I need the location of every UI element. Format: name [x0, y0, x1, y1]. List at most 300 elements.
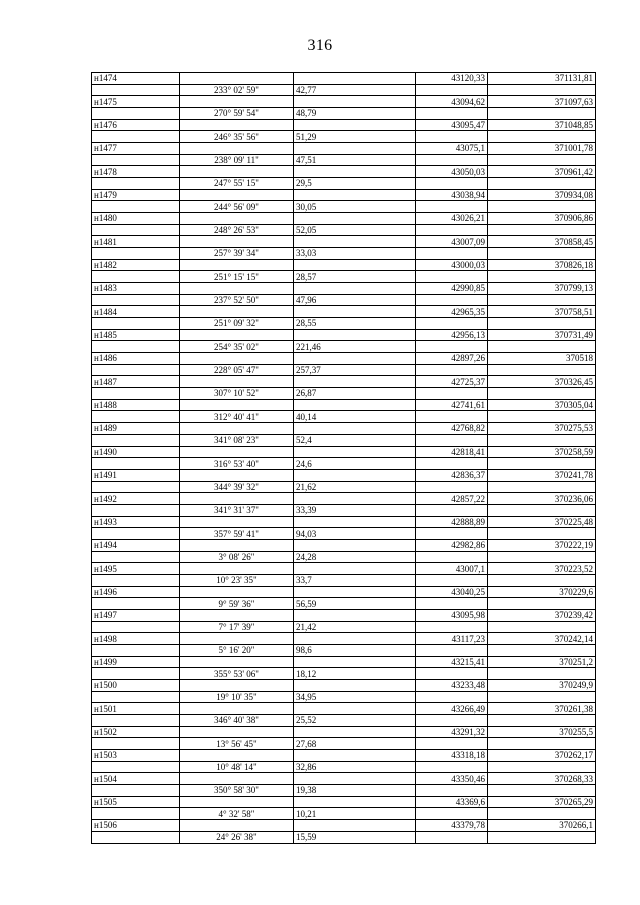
segment-row: [92, 178, 596, 190]
distance-cell: [294, 796, 416, 808]
direction-angle-cell: [180, 353, 294, 365]
x-coordinate-cell: [416, 481, 488, 493]
x-coordinate-cell: 43000,03: [416, 259, 488, 271]
point-name-cell: [92, 201, 180, 213]
direction-angle-cell: [180, 236, 294, 248]
y-coordinate-cell: [488, 341, 596, 353]
point-name-cell: [92, 621, 180, 633]
point-name-cell: н1503: [92, 749, 180, 761]
point-name-cell: [92, 341, 180, 353]
point-name-cell: [92, 598, 180, 610]
point-name-cell: н1498: [92, 633, 180, 645]
point-name-cell: н1505: [92, 796, 180, 808]
direction-angle-cell: [180, 516, 294, 528]
x-coordinate-cell: 43233,48: [416, 679, 488, 691]
distance-cell: 24,6: [294, 458, 416, 470]
direction-angle-cell: [180, 820, 294, 832]
direction-angle-cell: 248° 26' 53": [180, 224, 294, 236]
segment-row: [92, 761, 596, 773]
point-name-cell: н1497: [92, 609, 180, 621]
point-name-cell: [92, 84, 180, 96]
point-name-cell: [92, 504, 180, 516]
distance-cell: [294, 376, 416, 388]
x-coordinate-cell: [416, 621, 488, 633]
point-name-cell: [92, 831, 180, 843]
point-name-cell: н1480: [92, 213, 180, 225]
x-coordinate-cell: [416, 808, 488, 820]
segment-row: [92, 341, 596, 353]
y-coordinate-cell: [488, 551, 596, 563]
point-name-cell: [92, 248, 180, 260]
distance-cell: 10,21: [294, 808, 416, 820]
distance-cell: [294, 586, 416, 598]
direction-angle-cell: 5° 16' 20": [180, 644, 294, 656]
point-row: [92, 399, 596, 411]
point-row: [92, 493, 596, 505]
direction-angle-cell: 355° 53' 06": [180, 668, 294, 680]
direction-angle-cell: [180, 633, 294, 645]
direction-angle-cell: [180, 119, 294, 131]
direction-angle-cell: 4° 32' 58": [180, 808, 294, 820]
distance-cell: 18,12: [294, 668, 416, 680]
y-coordinate-cell: [488, 388, 596, 400]
y-coordinate-cell: [488, 131, 596, 143]
x-coordinate-cell: 42836,37: [416, 469, 488, 481]
y-coordinate-cell: 370241,78: [488, 469, 596, 481]
x-coordinate-cell: 43350,46: [416, 773, 488, 785]
y-coordinate-cell: 370934,08: [488, 189, 596, 201]
y-coordinate-cell: [488, 808, 596, 820]
segment-row: [92, 644, 596, 656]
segment-row: [92, 598, 596, 610]
segment-row: [92, 784, 596, 796]
point-name-cell: [92, 808, 180, 820]
direction-angle-cell: 254° 35' 02": [180, 341, 294, 353]
y-coordinate-cell: 370262,17: [488, 749, 596, 761]
direction-angle-cell: 247° 55' 15": [180, 178, 294, 190]
distance-cell: [294, 703, 416, 715]
y-coordinate-cell: 370265,29: [488, 796, 596, 808]
segment-row: [92, 458, 596, 470]
point-name-cell: [92, 434, 180, 446]
x-coordinate-cell: [416, 574, 488, 586]
y-coordinate-cell: 370275,53: [488, 423, 596, 435]
segment-row: [92, 504, 596, 516]
y-coordinate-cell: [488, 411, 596, 423]
distance-cell: 27,68: [294, 738, 416, 750]
point-name-cell: н1491: [92, 469, 180, 481]
distance-cell: 47,51: [294, 154, 416, 166]
distance-cell: [294, 353, 416, 365]
point-name-cell: [92, 108, 180, 120]
page-number: 316: [307, 37, 333, 54]
x-coordinate-cell: [416, 831, 488, 843]
direction-angle-cell: [180, 143, 294, 155]
y-coordinate-cell: [488, 178, 596, 190]
y-coordinate-cell: 370268,33: [488, 773, 596, 785]
x-coordinate-cell: 42725,37: [416, 376, 488, 388]
distance-cell: [294, 726, 416, 738]
x-coordinate-cell: [416, 504, 488, 516]
point-name-cell: н1479: [92, 189, 180, 201]
y-coordinate-cell: [488, 574, 596, 586]
y-coordinate-cell: 370961,42: [488, 166, 596, 178]
direction-angle-cell: [180, 656, 294, 668]
distance-cell: 21,62: [294, 481, 416, 493]
point-name-cell: н1493: [92, 516, 180, 528]
point-row: [92, 516, 596, 528]
y-coordinate-cell: 370731,49: [488, 329, 596, 341]
segment-row: [92, 668, 596, 680]
point-name-cell: н1488: [92, 399, 180, 411]
distance-cell: [294, 399, 416, 411]
direction-angle-cell: 270° 59' 54": [180, 108, 294, 120]
direction-angle-cell: [180, 726, 294, 738]
distance-cell: 19,38: [294, 784, 416, 796]
point-row: [92, 796, 596, 808]
direction-angle-cell: 10° 48' 14": [180, 761, 294, 773]
y-coordinate-cell: [488, 294, 596, 306]
x-coordinate-cell: 43038,94: [416, 189, 488, 201]
distance-cell: 33,39: [294, 504, 416, 516]
x-coordinate-cell: 43075,1: [416, 143, 488, 155]
point-name-cell: [92, 551, 180, 563]
point-row: [92, 820, 596, 832]
x-coordinate-cell: [416, 131, 488, 143]
y-coordinate-cell: [488, 644, 596, 656]
point-name-cell: [92, 458, 180, 470]
y-coordinate-cell: [488, 318, 596, 330]
distance-cell: [294, 633, 416, 645]
x-coordinate-cell: 43095,98: [416, 609, 488, 621]
direction-angle-cell: [180, 493, 294, 505]
y-coordinate-cell: [488, 458, 596, 470]
x-coordinate-cell: 43215,41: [416, 656, 488, 668]
y-coordinate-cell: [488, 248, 596, 260]
x-coordinate-cell: [416, 224, 488, 236]
point-name-cell: [92, 481, 180, 493]
y-coordinate-cell: 370242,14: [488, 633, 596, 645]
segment-row: [92, 388, 596, 400]
direction-angle-cell: [180, 283, 294, 295]
direction-angle-cell: 251° 09' 32": [180, 318, 294, 330]
direction-angle-cell: 228° 05' 47": [180, 364, 294, 376]
x-coordinate-cell: [416, 294, 488, 306]
point-name-cell: [92, 668, 180, 680]
x-coordinate-cell: [416, 318, 488, 330]
point-name-cell: [92, 574, 180, 586]
direction-angle-cell: [180, 96, 294, 108]
point-row: [92, 189, 596, 201]
point-name-cell: н1483: [92, 283, 180, 295]
distance-cell: 51,29: [294, 131, 416, 143]
point-name-cell: [92, 178, 180, 190]
point-name-cell: [92, 528, 180, 540]
point-row: [92, 633, 596, 645]
y-coordinate-cell: [488, 154, 596, 166]
x-coordinate-cell: [416, 668, 488, 680]
x-coordinate-cell: [416, 528, 488, 540]
point-name-cell: [92, 691, 180, 703]
distance-cell: 94,03: [294, 528, 416, 540]
y-coordinate-cell: 370858,45: [488, 236, 596, 248]
y-coordinate-cell: [488, 831, 596, 843]
x-coordinate-cell: 43266,49: [416, 703, 488, 715]
distance-cell: [294, 119, 416, 131]
y-coordinate-cell: 370305,04: [488, 399, 596, 411]
distance-cell: 40,14: [294, 411, 416, 423]
x-coordinate-cell: 43095,47: [416, 119, 488, 131]
y-coordinate-cell: [488, 364, 596, 376]
distance-cell: 28,57: [294, 271, 416, 283]
distance-cell: 56,59: [294, 598, 416, 610]
segment-row: [92, 551, 596, 563]
distance-cell: 33,7: [294, 574, 416, 586]
direction-angle-cell: 346° 40' 38": [180, 714, 294, 726]
distance-cell: [294, 189, 416, 201]
y-coordinate-cell: 370266,1: [488, 820, 596, 832]
point-row: [92, 119, 596, 131]
distance-cell: 30,05: [294, 201, 416, 213]
x-coordinate-cell: [416, 364, 488, 376]
direction-angle-cell: [180, 446, 294, 458]
point-name-cell: [92, 224, 180, 236]
point-name-cell: [92, 738, 180, 750]
point-row: [92, 446, 596, 458]
segment-row: [92, 574, 596, 586]
point-name-cell: [92, 388, 180, 400]
direction-angle-cell: 9° 59' 36": [180, 598, 294, 610]
distance-cell: 52,05: [294, 224, 416, 236]
x-coordinate-cell: 42768,82: [416, 423, 488, 435]
direction-angle-cell: [180, 423, 294, 435]
distance-cell: [294, 329, 416, 341]
distance-cell: 42,77: [294, 84, 416, 96]
x-coordinate-cell: 42982,86: [416, 539, 488, 551]
segment-row: [92, 621, 596, 633]
x-coordinate-cell: 43007,1: [416, 563, 488, 575]
x-coordinate-cell: [416, 784, 488, 796]
y-coordinate-cell: 370255,5: [488, 726, 596, 738]
point-name-cell: [92, 131, 180, 143]
point-name-cell: н1484: [92, 306, 180, 318]
x-coordinate-cell: 43291,32: [416, 726, 488, 738]
distance-cell: 48,79: [294, 108, 416, 120]
point-name-cell: н1485: [92, 329, 180, 341]
y-coordinate-cell: 370223,52: [488, 563, 596, 575]
direction-angle-cell: 316° 53' 40": [180, 458, 294, 470]
direction-angle-cell: [180, 329, 294, 341]
point-row: [92, 469, 596, 481]
direction-angle-cell: [180, 749, 294, 761]
table-body: [92, 73, 596, 844]
x-coordinate-cell: [416, 154, 488, 166]
y-coordinate-cell: 370258,59: [488, 446, 596, 458]
direction-angle-cell: [180, 586, 294, 598]
point-name-cell: н1489: [92, 423, 180, 435]
distance-cell: [294, 213, 416, 225]
y-coordinate-cell: [488, 714, 596, 726]
point-row: [92, 329, 596, 341]
x-coordinate-cell: [416, 691, 488, 703]
point-name-cell: н1495: [92, 563, 180, 575]
segment-row: [92, 738, 596, 750]
direction-angle-cell: [180, 213, 294, 225]
distance-cell: 29,5: [294, 178, 416, 190]
y-coordinate-cell: 370758,51: [488, 306, 596, 318]
point-row: [92, 656, 596, 668]
segment-row: [92, 84, 596, 96]
point-row: [92, 236, 596, 248]
point-name-cell: н1476: [92, 119, 180, 131]
x-coordinate-cell: [416, 84, 488, 96]
x-coordinate-cell: 43026,21: [416, 213, 488, 225]
point-name-cell: [92, 154, 180, 166]
point-row: [92, 306, 596, 318]
direction-angle-cell: 341° 08' 23": [180, 434, 294, 446]
point-row: [92, 73, 596, 85]
distance-cell: [294, 236, 416, 248]
distance-cell: [294, 306, 416, 318]
x-coordinate-cell: [416, 551, 488, 563]
point-name-cell: н1486: [92, 353, 180, 365]
point-name-cell: н1490: [92, 446, 180, 458]
distance-cell: 221,46: [294, 341, 416, 353]
direction-angle-cell: [180, 399, 294, 411]
point-name-cell: н1499: [92, 656, 180, 668]
direction-angle-cell: 19° 10' 35": [180, 691, 294, 703]
y-coordinate-cell: [488, 481, 596, 493]
point-row: [92, 726, 596, 738]
y-coordinate-cell: [488, 434, 596, 446]
direction-angle-cell: [180, 773, 294, 785]
point-row: [92, 213, 596, 225]
direction-angle-cell: 341° 31' 37": [180, 504, 294, 516]
point-row: [92, 749, 596, 761]
direction-angle-cell: 350° 58' 30": [180, 784, 294, 796]
x-coordinate-cell: [416, 411, 488, 423]
y-coordinate-cell: 371097,63: [488, 96, 596, 108]
x-coordinate-cell: 43040,25: [416, 586, 488, 598]
x-coordinate-cell: [416, 108, 488, 120]
y-coordinate-cell: [488, 738, 596, 750]
y-coordinate-cell: 370826,18: [488, 259, 596, 271]
segment-row: [92, 294, 596, 306]
y-coordinate-cell: [488, 224, 596, 236]
distance-cell: [294, 563, 416, 575]
direction-angle-cell: 357° 59' 41": [180, 528, 294, 540]
point-row: [92, 423, 596, 435]
distance-cell: [294, 73, 416, 85]
direction-angle-cell: [180, 796, 294, 808]
distance-cell: 34,95: [294, 691, 416, 703]
distance-cell: [294, 143, 416, 155]
distance-cell: [294, 423, 416, 435]
direction-angle-cell: 251° 15' 15": [180, 271, 294, 283]
direction-angle-cell: [180, 609, 294, 621]
segment-row: [92, 201, 596, 213]
x-coordinate-cell: 42888,89: [416, 516, 488, 528]
segment-row: [92, 131, 596, 143]
distance-cell: [294, 446, 416, 458]
point-name-cell: [92, 411, 180, 423]
point-row: [92, 539, 596, 551]
point-name-cell: [92, 364, 180, 376]
distance-cell: 32,86: [294, 761, 416, 773]
y-coordinate-cell: [488, 108, 596, 120]
y-coordinate-cell: 371001,78: [488, 143, 596, 155]
segment-row: [92, 154, 596, 166]
y-coordinate-cell: [488, 201, 596, 213]
x-coordinate-cell: [416, 598, 488, 610]
direction-angle-cell: 237° 52' 50": [180, 294, 294, 306]
direction-angle-cell: [180, 259, 294, 271]
x-coordinate-cell: [416, 341, 488, 353]
distance-cell: [294, 749, 416, 761]
y-coordinate-cell: 370236,06: [488, 493, 596, 505]
x-coordinate-cell: [416, 738, 488, 750]
point-name-cell: н1496: [92, 586, 180, 598]
x-coordinate-cell: [416, 178, 488, 190]
point-name-cell: н1482: [92, 259, 180, 271]
y-coordinate-cell: 370229,6: [488, 586, 596, 598]
point-row: [92, 353, 596, 365]
segment-row: [92, 248, 596, 260]
x-coordinate-cell: 42857,22: [416, 493, 488, 505]
distance-cell: [294, 820, 416, 832]
point-name-cell: н1477: [92, 143, 180, 155]
x-coordinate-cell: [416, 644, 488, 656]
y-coordinate-cell: [488, 761, 596, 773]
point-name-cell: [92, 714, 180, 726]
direction-angle-cell: [180, 539, 294, 551]
point-row: [92, 679, 596, 691]
distance-cell: 24,28: [294, 551, 416, 563]
distance-cell: [294, 656, 416, 668]
direction-angle-cell: 7° 17' 39": [180, 621, 294, 633]
distance-cell: 21,42: [294, 621, 416, 633]
direction-angle-cell: [180, 469, 294, 481]
y-coordinate-cell: [488, 504, 596, 516]
point-name-cell: [92, 644, 180, 656]
point-name-cell: н1492: [92, 493, 180, 505]
x-coordinate-cell: 42965,35: [416, 306, 488, 318]
point-name-cell: н1501: [92, 703, 180, 715]
y-coordinate-cell: 371048,85: [488, 119, 596, 131]
x-coordinate-cell: [416, 248, 488, 260]
y-coordinate-cell: 370225,48: [488, 516, 596, 528]
y-coordinate-cell: 370518: [488, 353, 596, 365]
point-row: [92, 586, 596, 598]
x-coordinate-cell: 43117,23: [416, 633, 488, 645]
segment-row: [92, 691, 596, 703]
point-row: [92, 773, 596, 785]
point-name-cell: н1504: [92, 773, 180, 785]
x-coordinate-cell: [416, 201, 488, 213]
x-coordinate-cell: 43318,18: [416, 749, 488, 761]
y-coordinate-cell: [488, 598, 596, 610]
direction-angle-cell: 257° 39' 34": [180, 248, 294, 260]
direction-angle-cell: 246° 35' 56": [180, 131, 294, 143]
distance-cell: [294, 259, 416, 271]
y-coordinate-cell: 370239,42: [488, 609, 596, 621]
y-coordinate-cell: [488, 691, 596, 703]
distance-cell: 33,03: [294, 248, 416, 260]
x-coordinate-cell: 43369,6: [416, 796, 488, 808]
x-coordinate-cell: 42741,61: [416, 399, 488, 411]
x-coordinate-cell: 43120,33: [416, 73, 488, 85]
point-row: [92, 376, 596, 388]
